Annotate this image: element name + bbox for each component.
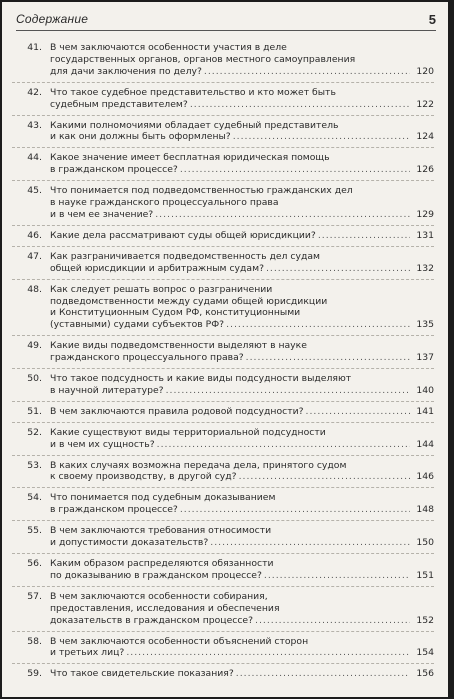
toc-entry-number: 46. xyxy=(27,229,42,241)
toc-entry-line xyxy=(50,668,434,680)
toc-entry-body xyxy=(50,42,434,78)
running-header xyxy=(16,8,436,31)
toc-entry-body xyxy=(50,427,434,451)
toc-entry xyxy=(12,373,434,402)
toc-entry-number: 55. xyxy=(27,525,42,537)
toc-entry-line xyxy=(50,66,434,78)
toc-entry-body xyxy=(50,492,434,516)
toc-entry-body xyxy=(50,460,434,484)
toc-entry-text: В чем заключаются особенности собирания, xyxy=(50,590,268,602)
toc-entry xyxy=(12,427,434,456)
toc-entry xyxy=(12,668,434,684)
toc-entry-text: Каким образом распределяются обязанности xyxy=(50,558,274,569)
toc-entry-number: 45. xyxy=(27,185,42,197)
toc-entry-text: и как они должны быть оформлены? xyxy=(50,131,231,143)
toc-entry xyxy=(12,284,434,337)
toc-entry-line xyxy=(50,131,434,143)
toc-entry-body xyxy=(50,525,434,549)
dot-leader xyxy=(318,230,410,242)
toc-entry-text: Какие виды подведомственности выделяют в науке xyxy=(50,340,307,352)
toc-entry-text: к своему производству, в другой суд? xyxy=(50,471,237,483)
toc-entry-body xyxy=(50,591,434,627)
dot-leader xyxy=(204,66,410,78)
toc-entry xyxy=(12,251,434,280)
toc-entry-body xyxy=(50,152,434,176)
toc-entry-text: по доказыванию в гражданском процессе? xyxy=(50,569,262,581)
toc-entry-body xyxy=(50,558,434,582)
toc-entry-line xyxy=(50,385,434,397)
dot-leader xyxy=(126,647,410,659)
dot-leader xyxy=(255,615,410,627)
toc-entry-number: 52. xyxy=(27,426,42,438)
toc-entry-text: доказательств в гражданском процессе? xyxy=(50,614,254,626)
toc-entry-text: предоставления, исследования и обеспечения xyxy=(50,602,280,614)
toc-entry-text: и допустимости доказательств? xyxy=(50,537,209,549)
toc-entry-line xyxy=(50,352,434,364)
dot-leader xyxy=(239,471,410,483)
toc-entry-line xyxy=(50,99,434,111)
toc-entry-text: подведомственности между судами общей юрисдикции xyxy=(50,295,328,307)
toc-entry-text: Что понимается под судебным доказыванием xyxy=(50,492,276,504)
toc-entry xyxy=(12,230,434,247)
toc-entry-line xyxy=(50,373,434,385)
toc-entry-text: государственных органов, органов местного самоуправления xyxy=(50,53,356,65)
toc-entry-line xyxy=(50,603,434,615)
dot-leader xyxy=(236,668,410,680)
toc-entry-line xyxy=(50,636,434,648)
toc-entry xyxy=(12,636,434,665)
toc-entry-text: В чем заключаются требования относимости xyxy=(50,525,272,537)
toc-entry-body xyxy=(50,668,434,680)
toc-entry-line xyxy=(50,525,434,537)
toc-entry-number: 56. xyxy=(27,558,42,569)
dot-leader xyxy=(226,319,410,331)
toc-entry-text: Какие существуют виды территориальной подсудности xyxy=(50,426,326,438)
toc-entry-text: В чем заключаются особенности объяснений сторон xyxy=(50,635,309,647)
toc-entry-line xyxy=(50,471,434,483)
toc-entry-number: 42. xyxy=(27,86,42,98)
toc-entry-text: Что понимается под подведомственностью гражданских дел xyxy=(50,185,353,197)
toc-entry-text: Какое значение имеет бесплатная юридическая помощь xyxy=(50,152,330,164)
toc-entry xyxy=(12,492,434,521)
dot-leader xyxy=(180,504,410,516)
toc-entry-number: 49. xyxy=(27,340,42,352)
toc-entry-body xyxy=(50,87,434,111)
toc-entry-body xyxy=(50,284,434,332)
dot-leader xyxy=(264,570,410,582)
toc-entry-line xyxy=(50,558,434,570)
toc-entry-text: Что такое свидетельские показания? xyxy=(50,668,234,680)
book-page xyxy=(2,2,448,697)
toc-entry-page: 132 xyxy=(416,262,434,274)
toc-entry-line xyxy=(50,42,434,54)
toc-entry-number: 58. xyxy=(27,635,42,647)
toc-entry-text: в гражданском процессе? xyxy=(50,164,178,176)
page-number: 5 xyxy=(428,11,436,27)
dot-leader xyxy=(306,406,410,418)
toc-entry-page: 122 xyxy=(416,98,434,110)
toc-entry-page: 129 xyxy=(416,208,434,220)
toc-entry-line xyxy=(50,197,434,209)
toc-entry-body xyxy=(50,636,434,660)
toc-entry-body xyxy=(50,230,434,242)
toc-entry-line xyxy=(50,87,434,99)
toc-entry xyxy=(12,406,434,423)
toc-entry-line xyxy=(50,537,434,549)
toc-entry-line xyxy=(50,427,434,439)
toc-entry-line xyxy=(50,307,434,319)
toc-entry-line xyxy=(50,492,434,504)
toc-entry-number: 54. xyxy=(27,492,42,504)
toc-entry-line xyxy=(50,230,434,242)
toc-entry-page: 126 xyxy=(416,164,434,176)
toc-entry-text: В чем заключаются правила родовой подсудности? xyxy=(50,405,304,417)
toc-entry-text: Что такое подсудность и какие виды подсудности выделяют xyxy=(50,373,352,385)
dot-leader xyxy=(266,263,410,275)
toc-entry-number: 50. xyxy=(27,373,42,385)
toc-entry-page: 154 xyxy=(416,647,434,659)
toc-entry-number: 48. xyxy=(27,283,42,295)
toc-entry-line xyxy=(50,615,434,627)
toc-entry-line xyxy=(50,251,434,263)
toc-entry-number: 59. xyxy=(27,668,42,680)
toc-entry xyxy=(12,152,434,181)
toc-entry-body xyxy=(50,120,434,144)
toc-entry-line xyxy=(50,340,434,352)
dot-leader xyxy=(157,439,410,451)
dot-leader xyxy=(155,209,410,221)
toc-entry xyxy=(12,525,434,554)
toc-entry-text: и третьих лиц? xyxy=(50,647,125,659)
toc-entry-text: общей юрисдикции и арбитражным судам? xyxy=(50,262,264,274)
toc-entry-page: 144 xyxy=(416,438,434,450)
toc-entry-body xyxy=(50,251,434,275)
toc-entry-text: (уставными) судами субъектов РФ? xyxy=(50,319,225,331)
toc-entry-line xyxy=(50,439,434,451)
dot-leader xyxy=(233,131,410,143)
toc-entry-text: и в чем их сущность? xyxy=(50,438,155,450)
toc-entry-text: В каких случаях возможна передача дела, принятого судом xyxy=(50,459,347,471)
toc-entry-text: и Конституционным Судом РФ, конституционными xyxy=(50,307,301,319)
toc-entry xyxy=(12,460,434,489)
toc-entry-number: 51. xyxy=(27,405,42,417)
toc-entry-page: 135 xyxy=(416,319,434,331)
toc-entry-line xyxy=(50,296,434,308)
toc-entry-text: в гражданском процессе? xyxy=(50,504,178,516)
toc-entry xyxy=(12,185,434,226)
toc-entry-number: 57. xyxy=(27,590,42,602)
toc-entry-number: 47. xyxy=(27,250,42,262)
toc-entry xyxy=(12,558,434,587)
toc-entry-page: 150 xyxy=(416,537,434,549)
toc-entry-body xyxy=(50,373,434,397)
toc-entry-text: для дачи заключения по делу? xyxy=(50,65,202,77)
dot-leader xyxy=(166,385,410,397)
toc-entry-text: в науке гражданского процессуального права xyxy=(50,197,279,209)
toc-entry-line xyxy=(50,319,434,331)
toc-entry-page: 152 xyxy=(416,614,434,626)
toc-entry-number: 53. xyxy=(27,459,42,471)
toc-entry-line xyxy=(50,185,434,197)
dot-leader xyxy=(246,352,410,364)
table-of-contents xyxy=(12,42,434,688)
toc-entry-text: В чем заключаются особенности участия в деле xyxy=(50,42,287,53)
toc-entry-number: 43. xyxy=(27,119,42,131)
toc-entry-line xyxy=(50,284,434,296)
toc-entry-line xyxy=(50,406,434,418)
toc-entry-text: Что такое судебное представительство и кто может быть xyxy=(50,86,336,98)
toc-entry-text: судебным представителем? xyxy=(50,98,188,110)
toc-entry-page: 156 xyxy=(416,668,434,680)
toc-entry-line xyxy=(50,152,434,164)
toc-entry-line xyxy=(50,164,434,176)
toc-entry-page: 131 xyxy=(416,229,434,241)
toc-entry-number: 41. xyxy=(27,42,42,53)
toc-entry-line xyxy=(50,460,434,472)
toc-entry-text: Какие дела рассматривают суды общей юрисдикции? xyxy=(50,229,316,241)
toc-entry xyxy=(12,87,434,116)
toc-entry xyxy=(12,340,434,369)
toc-entry-line xyxy=(50,504,434,516)
toc-entry-text: Какими полномочиями обладает судебный представитель xyxy=(50,119,339,131)
toc-entry-text: Как разграничивается подведомственность дел судам xyxy=(50,250,321,262)
toc-entry-line xyxy=(50,591,434,603)
toc-entry-line xyxy=(50,209,434,221)
toc-entry-page: 151 xyxy=(416,569,434,581)
toc-entry-line xyxy=(50,647,434,659)
dot-leader xyxy=(190,99,410,111)
toc-entry-line xyxy=(50,263,434,275)
header-title: Содержание xyxy=(16,12,89,26)
toc-entry-line xyxy=(50,54,434,66)
toc-entry-page: 140 xyxy=(416,384,434,396)
toc-entry xyxy=(12,42,434,83)
toc-entry-number: 44. xyxy=(27,152,42,164)
toc-entry-page: 124 xyxy=(416,131,434,143)
toc-entry-text: в научной литературе? xyxy=(50,384,164,396)
toc-entry-line xyxy=(50,570,434,582)
toc-entry-page: 120 xyxy=(416,65,434,77)
toc-entry-body xyxy=(50,406,434,418)
toc-entry-body xyxy=(50,340,434,364)
toc-entry xyxy=(12,591,434,632)
toc-entry-page: 141 xyxy=(416,405,434,417)
toc-entry-text: Как следует решать вопрос о разграничении xyxy=(50,283,273,295)
toc-entry-text: гражданского процессуального права? xyxy=(50,352,244,364)
toc-entry-page: 137 xyxy=(416,352,434,364)
dot-leader xyxy=(210,537,410,549)
toc-entry-page: 148 xyxy=(416,504,434,516)
toc-entry-line xyxy=(50,120,434,132)
toc-entry xyxy=(12,120,434,149)
toc-entry-body xyxy=(50,185,434,221)
dot-leader xyxy=(180,164,410,176)
toc-entry-text: и в чем ее значение? xyxy=(50,208,154,220)
toc-entry-page: 146 xyxy=(416,471,434,483)
